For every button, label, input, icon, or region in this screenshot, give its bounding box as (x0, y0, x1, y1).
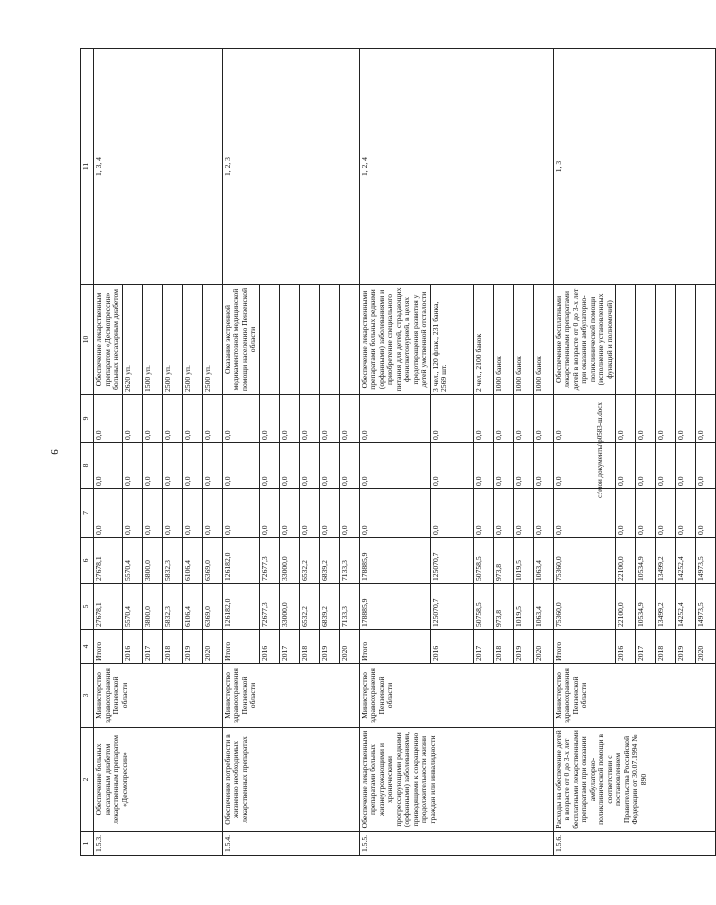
value-cell: 2019 (676, 630, 696, 664)
value-cell: 0,0 (259, 489, 279, 538)
column-header: 6 (81, 538, 94, 584)
activity-number: 1.5.4. (222, 832, 359, 856)
value-cell: 72677,3 (259, 584, 279, 630)
column-header: 9 (81, 395, 94, 443)
activity-number: 1.5.3. (94, 832, 223, 856)
value-cell: 125070,7 (430, 584, 473, 630)
value-cell: 0,0 (122, 489, 142, 538)
indicator-value (299, 285, 319, 395)
value-cell: 0,0 (202, 443, 222, 489)
value-cell: 126182,0 (222, 584, 259, 630)
value-cell: 0,0 (430, 489, 473, 538)
value-cell: 6532,2 (299, 538, 319, 584)
value-cell: 125070,7 (430, 538, 473, 584)
value-cell: 0,0 (94, 489, 123, 538)
value-cell: 0,0 (222, 395, 259, 443)
value-cell: 0,0 (636, 489, 656, 538)
value-cell: 2018 (162, 630, 182, 664)
value-cell: 7133,3 (339, 538, 359, 584)
header-row (81, 49, 94, 856)
value-cell: 2019 (513, 630, 533, 664)
value-cell: 0,0 (319, 443, 339, 489)
value-cell: 178885,9 (359, 584, 430, 630)
value-cell: 3800,0 (142, 584, 162, 630)
value-cell: Итого (94, 630, 123, 664)
responsible-organization: Министерство здравоохранения Пензенской области (94, 664, 223, 728)
value-cell: 1063,4 (533, 538, 553, 584)
value-cell: 7133,3 (339, 584, 359, 630)
indicator-value (696, 285, 716, 395)
value-cell: 0,0 (359, 489, 430, 538)
value-cell: 5832,3 (162, 584, 182, 630)
value-cell: 2016 (122, 630, 142, 664)
value-cell: 2020 (533, 630, 553, 664)
value-cell: 0,0 (493, 489, 513, 538)
value-cell: 126182,0 (222, 538, 259, 584)
value-cell: 0,0 (202, 489, 222, 538)
value-cell: 0,0 (162, 395, 182, 443)
value-cell: 0,0 (513, 489, 533, 538)
value-cell: 22100,0 (616, 538, 636, 584)
activity-number: 1.5.6. (553, 832, 716, 856)
indicator-value: 1000 банок (533, 285, 553, 395)
indicator-description: Оказание экстренной медикаментозной медицинской помощи населению Пензенской области (222, 285, 259, 395)
value-cell: 2018 (299, 630, 319, 664)
value-cell: Итого (553, 630, 616, 664)
value-cell: 0,0 (616, 395, 636, 443)
value-cell: 0,0 (299, 395, 319, 443)
value-cell: 0,0 (473, 443, 493, 489)
activity-name: Расходы на обеспечение детей в возрасте от 0 до 3-х лет бесплатными лекарственными препаратами при оказании амбулаторно-поликлинической помощи в соответствии с постановлением Правительства Российской Федерации от 30.07.1994 № 890 (553, 728, 716, 832)
value-cell: 0,0 (533, 489, 553, 538)
link-reference: 1, 3 (553, 49, 716, 285)
table-row (222, 49, 259, 856)
value-cell: 5570,4 (122, 538, 142, 584)
indicator-value: 2500 уп. (162, 285, 182, 395)
value-cell: 2018 (656, 630, 676, 664)
value-cell: 72677,3 (259, 538, 279, 584)
value-cell: 1019,5 (513, 584, 533, 630)
value-cell: 0,0 (339, 395, 359, 443)
value-cell: 6369,0 (202, 584, 222, 630)
link-reference: 1, 3, 4 (94, 49, 223, 285)
value-cell: 6369,0 (202, 538, 222, 584)
value-cell: 0,0 (142, 443, 162, 489)
value-cell: 2016 (259, 630, 279, 664)
value-cell: 13499,2 (656, 584, 676, 630)
activity-name: Обеспечение больных несахарным диабетом лекарственным препаратом «Десмопрессин» (94, 728, 223, 832)
value-cell: 0,0 (656, 395, 676, 443)
value-cell: 2016 (616, 630, 636, 664)
activity-name: Обеспечение лекарственными препаратами больных жизнеугрожающими и хроническими прогрессирующими редкими (орфанными) заболеваниями, приводящими к сокращению продолжительности жизни граждан или инвалидности (359, 728, 553, 832)
value-cell: 0,0 (259, 443, 279, 489)
column-header: 5 (81, 584, 94, 630)
table-row (359, 49, 430, 856)
value-cell: 75360,0 (553, 538, 616, 584)
value-cell: 2017 (636, 630, 656, 664)
value-cell: 0,0 (676, 489, 696, 538)
value-cell: 0,0 (656, 489, 676, 538)
responsible-organization: Министерство здравоохранения Пензенской области (359, 664, 553, 728)
value-cell: 1019,5 (513, 538, 533, 584)
value-cell: 0,0 (656, 443, 676, 489)
page-number: 9 (48, 449, 60, 455)
value-cell: 2020 (202, 630, 222, 664)
value-cell: 6106,4 (182, 584, 202, 630)
value-cell: 33000,0 (279, 538, 299, 584)
value-cell: 2020 (339, 630, 359, 664)
value-cell: 0,0 (430, 395, 473, 443)
indicator-value: 2500 уп. (202, 285, 222, 395)
value-cell: 0,0 (636, 395, 656, 443)
value-cell: 6532,2 (299, 584, 319, 630)
value-cell: 0,0 (616, 489, 636, 538)
value-cell: 14973,5 (696, 538, 716, 584)
responsible-organization: Министерство здравоохранения Пензенской области (222, 664, 359, 728)
value-cell: 0,0 (553, 489, 616, 538)
value-cell: 0,0 (299, 443, 319, 489)
value-cell: 973,8 (493, 584, 513, 630)
value-cell: 2019 (182, 630, 202, 664)
value-cell: 75360,0 (553, 584, 616, 630)
value-cell: 0,0 (319, 489, 339, 538)
value-cell: 13499,2 (656, 538, 676, 584)
value-cell: 27678,1 (94, 584, 123, 630)
column-header: 11 (81, 49, 94, 285)
value-cell: 973,8 (493, 538, 513, 584)
value-cell: 2019 (319, 630, 339, 664)
value-cell: 0,0 (94, 443, 123, 489)
value-cell: 10534,9 (636, 538, 656, 584)
indicator-value (616, 285, 636, 395)
activity-name: Обеспечение потребности в жизненно необходимых лекарственных препаратах (222, 728, 359, 832)
value-cell: 0,0 (279, 395, 299, 443)
value-cell: 0,0 (513, 443, 533, 489)
column-header: 4 (81, 630, 94, 664)
column-header: 10 (81, 285, 94, 395)
responsible-organization: Министерство здравоохранения Пензенской области (553, 664, 716, 728)
value-cell: 2018 (493, 630, 513, 664)
indicator-value: 1500 уп. (142, 285, 162, 395)
value-cell: 2017 (142, 630, 162, 664)
indicator-value: 2620 уп. (122, 285, 142, 395)
value-cell: 0,0 (339, 443, 359, 489)
value-cell: 0,0 (359, 395, 430, 443)
value-cell: 0,0 (162, 489, 182, 538)
value-cell: 0,0 (359, 443, 430, 489)
table-body (94, 49, 716, 856)
value-cell: 5570,4 (122, 584, 142, 630)
value-cell: 2020 (696, 630, 716, 664)
value-cell: 0,0 (616, 443, 636, 489)
link-reference: 1, 2, 3 (222, 49, 359, 285)
value-cell: 1063,4 (533, 584, 553, 630)
value-cell: 0,0 (696, 443, 716, 489)
indicator-value (676, 285, 696, 395)
value-cell: 6839,2 (319, 584, 339, 630)
value-cell: 0,0 (142, 489, 162, 538)
footer-file-path: c:\мои документы\p0583-ш.docx (596, 402, 604, 498)
value-cell: 0,0 (430, 443, 473, 489)
activity-number: 1.5.5. (359, 832, 553, 856)
indicator-value (656, 285, 676, 395)
value-cell: 0,0 (676, 443, 696, 489)
column-header: 8 (81, 443, 94, 489)
value-cell: 5832,3 (162, 538, 182, 584)
value-cell: 0,0 (299, 489, 319, 538)
column-header: 7 (81, 489, 94, 538)
value-cell: 0,0 (222, 489, 259, 538)
value-cell: 0,0 (182, 443, 202, 489)
value-cell: 0,0 (533, 443, 553, 489)
indicator-value: 1000 банок (493, 285, 513, 395)
value-cell: 3800,0 (142, 538, 162, 584)
value-cell: 0,0 (182, 395, 202, 443)
value-cell: Итого (359, 630, 430, 664)
value-cell: 0,0 (279, 443, 299, 489)
column-header: 2 (81, 728, 94, 832)
indicator-value (339, 285, 359, 395)
value-cell: 22100,0 (616, 584, 636, 630)
value-cell: 0,0 (473, 489, 493, 538)
indicator-value (279, 285, 299, 395)
value-cell: 0,0 (122, 443, 142, 489)
value-cell: 33000,0 (279, 584, 299, 630)
value-cell: 27678,1 (94, 538, 123, 584)
value-cell: 2016 (430, 630, 473, 664)
value-cell: 0,0 (636, 443, 656, 489)
indicator-value: 1000 банок (513, 285, 533, 395)
value-cell: Итого (222, 630, 259, 664)
value-cell: 0,0 (533, 395, 553, 443)
value-cell: 0,0 (94, 395, 123, 443)
value-cell: 0,0 (676, 395, 696, 443)
value-cell: 0,0 (553, 395, 616, 443)
value-cell: 0,0 (202, 395, 222, 443)
column-header: 1 (81, 832, 94, 856)
value-cell: 178885,9 (359, 538, 430, 584)
program-activities-table (80, 48, 716, 856)
table-row (553, 49, 616, 856)
indicator-value: 2500 уп. (182, 285, 202, 395)
indicator-value (319, 285, 339, 395)
value-cell: 50758,5 (473, 538, 493, 584)
value-cell: 10534,9 (636, 584, 656, 630)
value-cell: 6106,4 (182, 538, 202, 584)
indicator-value (636, 285, 656, 395)
value-cell: 0,0 (142, 395, 162, 443)
indicator-value: 3 чел., 120 флак., 231 банка, 2569 шт. (430, 285, 473, 395)
value-cell: 50758,5 (473, 584, 493, 630)
value-cell: 0,0 (162, 443, 182, 489)
value-cell: 14252,4 (676, 584, 696, 630)
value-cell: 0,0 (279, 489, 299, 538)
indicator-value (259, 285, 279, 395)
value-cell: 14252,4 (676, 538, 696, 584)
value-cell: 0,0 (259, 395, 279, 443)
value-cell: 0,0 (553, 443, 616, 489)
value-cell: 0,0 (122, 395, 142, 443)
value-cell: 2017 (279, 630, 299, 664)
value-cell: 0,0 (319, 395, 339, 443)
value-cell: 0,0 (493, 395, 513, 443)
value-cell: 2017 (473, 630, 493, 664)
value-cell: 0,0 (493, 443, 513, 489)
indicator-description: Обеспечение бесплатными лекарственными препаратами детей в возрасте от 0 до 3-х лет при оказании амбулаторно-поликлинической помощи (исполнение установленных функций и полномочий) (553, 285, 616, 395)
indicator-value: 2 чел., 2100 банок (473, 285, 493, 395)
indicator-description: Обеспечение лекарственным препаратом «Десмопрессин» больных несахарным диабетом (94, 285, 123, 395)
value-cell: 0,0 (182, 489, 202, 538)
link-reference: 1, 2, 4 (359, 49, 553, 285)
table-row (94, 49, 123, 856)
value-cell: 6839,2 (319, 538, 339, 584)
value-cell: 0,0 (513, 395, 533, 443)
value-cell: 0,0 (696, 395, 716, 443)
value-cell: 14973,5 (696, 584, 716, 630)
value-cell: 0,0 (473, 395, 493, 443)
indicator-description: Обеспечение лекарственными препаратами больных редкими (орфанными) заболеваниями и приобретение специального питания для детей, страдающих фенилкетонурией, в целях предотвращения развития у детей умственной отсталости (359, 285, 430, 395)
value-cell: 0,0 (222, 443, 259, 489)
value-cell: 0,0 (339, 489, 359, 538)
column-header: 3 (81, 664, 94, 728)
value-cell: 0,0 (696, 489, 716, 538)
